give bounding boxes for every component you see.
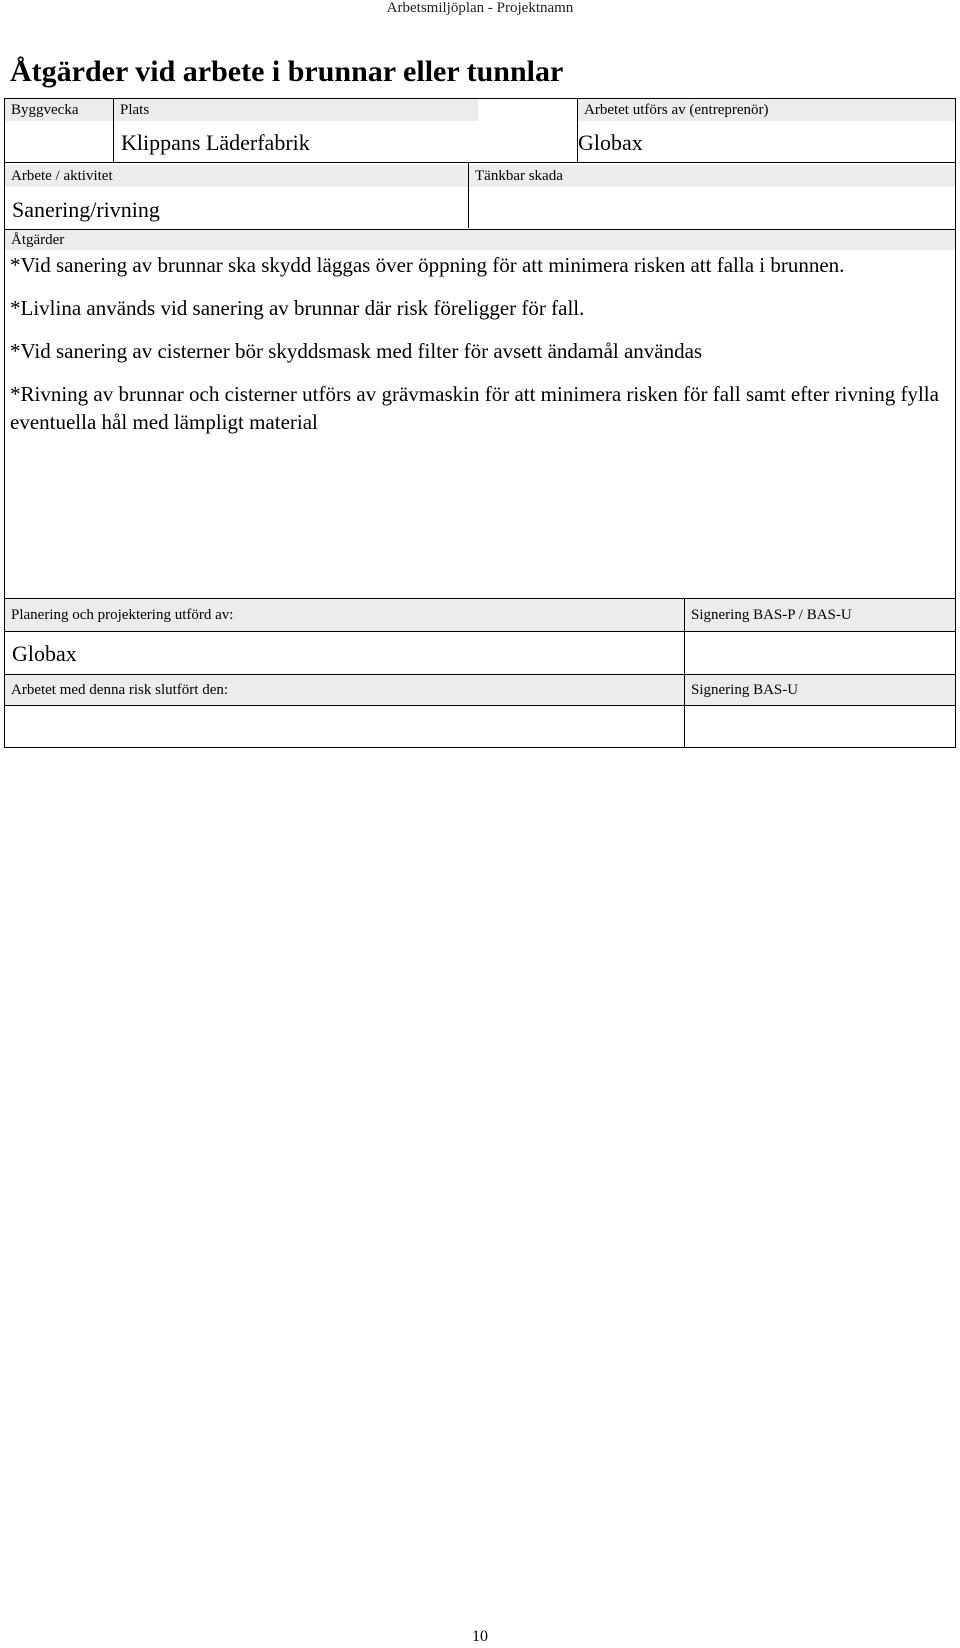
- atgarder-list: [0, 251, 956, 451]
- slutfort-label: Arbetet med denna risk slutfört den:: [5, 675, 684, 705]
- divider: [684, 599, 685, 747]
- page-title: Åtgärder vid arbete i brunnar eller tunnlar: [10, 55, 564, 88]
- planering-label: Planering och projektering utförd av:: [5, 599, 684, 631]
- aktivitet-value: Sanering/rivning: [12, 197, 160, 222]
- plats-label: Plats: [114, 99, 478, 121]
- entreprenor-value: Globax: [578, 130, 643, 155]
- atgard-item: *Vid sanering av brunnar ska skydd läggas över öppning för att minimera risken att falla i brunnen.: [10, 253, 845, 277]
- entreprenor-label: Arbetet utförs av (entreprenör): [578, 99, 955, 121]
- divider: [577, 99, 578, 162]
- atgarder-label: Åtgärder: [5, 230, 955, 250]
- byggvecka-label: Byggvecka: [5, 99, 113, 121]
- divider: [113, 99, 114, 162]
- atgard-item: *Rivning av brunnar och cisterner utförs av grävmaskin för att minimera risken för fall samt efter rivning fylla eventuella hål med lämpligt material: [10, 382, 939, 434]
- aktivitet-label: Arbete / aktivitet: [5, 165, 468, 187]
- planering-value: Globax: [12, 641, 77, 666]
- atgard-item: *Vid sanering av cisterner bör skyddsmask med filter för avsett ändamål användas: [10, 339, 703, 363]
- running-header: Arbetsmiljöplan - Projektnamn: [386, 0, 574, 16]
- atgard-item: *Livlina används vid sanering av brunnar där risk föreligger för fall.: [10, 296, 585, 320]
- signering-basu-label: Signering BAS-U: [685, 675, 955, 705]
- divider: [5, 631, 955, 632]
- divider: [468, 163, 469, 228]
- divider: [5, 162, 955, 163]
- signering-basp-label: Signering BAS-P / BAS-U: [685, 599, 955, 631]
- page-number: 10: [472, 1628, 488, 1645]
- skada-label: Tänkbar skada: [469, 165, 955, 187]
- plats-value: Klippans Läderfabrik: [121, 130, 310, 155]
- divider: [5, 705, 955, 706]
